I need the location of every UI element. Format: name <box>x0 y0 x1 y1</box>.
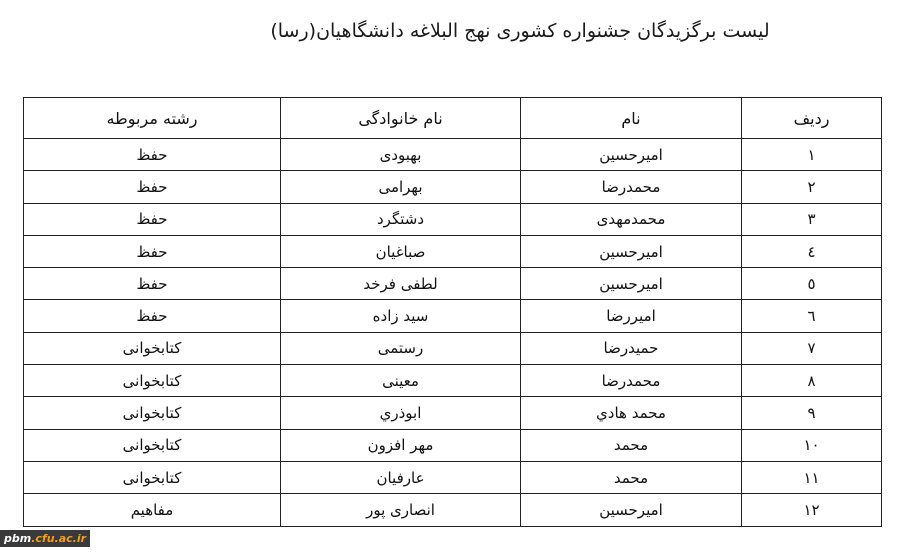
cell-first-name: محمد <box>521 429 742 461</box>
table-row <box>24 268 882 300</box>
cell-last-name: مهر افزون <box>281 429 521 461</box>
cell-row-number: ۷ <box>742 332 882 364</box>
cell-row-number: ۱ <box>742 139 882 171</box>
cell-row-number: ۸ <box>742 365 882 397</box>
site-watermark <box>0 530 90 547</box>
cell-first-name: حمیدرضا <box>521 332 742 364</box>
cell-last-name: انصاری پور <box>281 494 521 526</box>
cell-last-name: رستمی <box>281 332 521 364</box>
cell-row-number: ۹ <box>742 397 882 429</box>
cell-field: حفظ <box>24 268 281 300</box>
cell-row-number: ٥ <box>742 268 882 300</box>
cell-first-name: محمدمهدی <box>521 203 742 235</box>
cell-last-name: دشتگرد <box>281 203 521 235</box>
cell-field: کتابخوانی <box>24 429 281 461</box>
table-row <box>24 429 882 461</box>
header-field: رشته مربوطه <box>24 98 281 139</box>
table-row <box>24 139 882 171</box>
table-row <box>24 365 882 397</box>
cell-field: مفاهیم <box>24 494 281 526</box>
table-row <box>24 235 882 267</box>
cell-row-number: ۱۱ <box>742 461 882 493</box>
cell-field: حفظ <box>24 203 281 235</box>
table-row <box>24 397 882 429</box>
cell-last-name: ابوذري <box>281 397 521 429</box>
cell-last-name: بهرامی <box>281 171 521 203</box>
cell-field: کتابخوانی <box>24 365 281 397</box>
cell-last-name: سید زاده <box>281 300 521 332</box>
cell-field: حفظ <box>24 235 281 267</box>
table-row <box>24 171 882 203</box>
cell-first-name: امیرحسین <box>521 235 742 267</box>
table-row <box>24 461 882 493</box>
cell-first-name: محمدرضا <box>521 365 742 397</box>
cell-row-number: ۱۰ <box>742 429 882 461</box>
table-row <box>24 332 882 364</box>
watermark-domain: .cfu.ac.ir <box>31 532 87 545</box>
cell-field: حفظ <box>24 171 281 203</box>
cell-field: کتابخوانی <box>24 461 281 493</box>
header-last-name: نام خانوادگی <box>281 98 521 139</box>
cell-first-name: امیرحسین <box>521 494 742 526</box>
cell-row-number: ۳ <box>742 203 882 235</box>
cell-row-number: ٤ <box>742 235 882 267</box>
cell-last-name: عارفیان <box>281 461 521 493</box>
cell-field: کتابخوانی <box>24 332 281 364</box>
cell-last-name: بهبودی <box>281 139 521 171</box>
cell-first-name: امیرحسین <box>521 268 742 300</box>
cell-first-name: امیررضا <box>521 300 742 332</box>
page-title: لیست برگزیدگان جشنواره کشوری نهج البلاغه دانشگاهیان(رسا) <box>270 20 770 42</box>
table-header-row <box>24 98 882 139</box>
header-row-number: ردیف <box>742 98 882 139</box>
cell-first-name: امیرحسین <box>521 139 742 171</box>
table-row <box>24 494 882 526</box>
cell-first-name: محمد هادي <box>521 397 742 429</box>
winners-table <box>23 97 882 527</box>
cell-field: حفظ <box>24 139 281 171</box>
cell-last-name: لطفی فرخد <box>281 268 521 300</box>
cell-last-name: صباغیان <box>281 235 521 267</box>
cell-first-name: محمدرضا <box>521 171 742 203</box>
cell-row-number: ٦ <box>742 300 882 332</box>
cell-field: حفظ <box>24 300 281 332</box>
cell-last-name: معینی <box>281 365 521 397</box>
header-first-name: نام <box>521 98 742 139</box>
cell-row-number: ۲ <box>742 171 882 203</box>
watermark-prefix: pbm <box>4 532 32 545</box>
cell-field: کتابخوانی <box>24 397 281 429</box>
cell-row-number: ۱۲ <box>742 494 882 526</box>
cell-first-name: محمد <box>521 461 742 493</box>
table-row <box>24 300 882 332</box>
table-row <box>24 203 882 235</box>
